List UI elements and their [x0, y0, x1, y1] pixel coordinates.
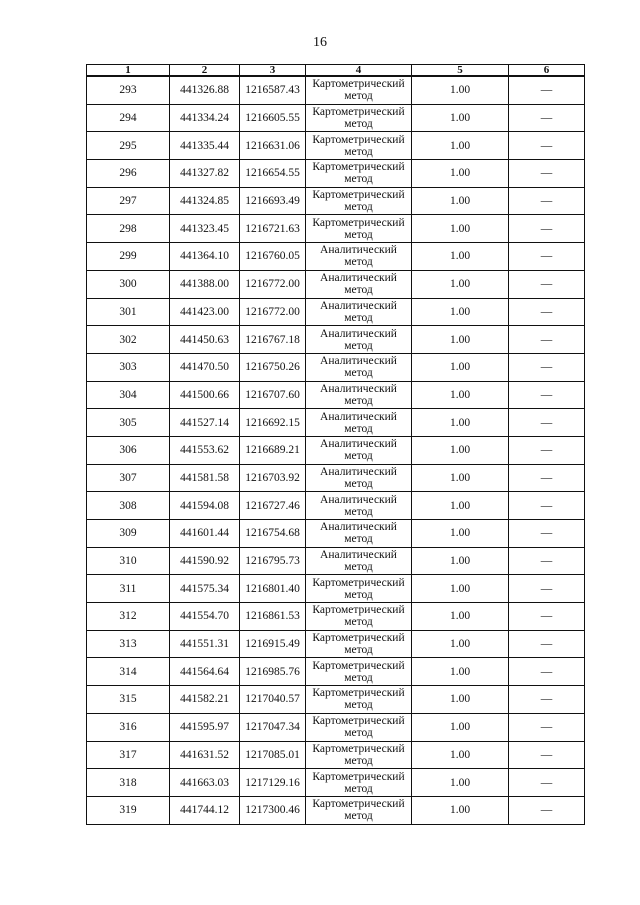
point-number-cell: 308 — [87, 492, 170, 520]
accuracy-cell: 1.00 — [412, 381, 509, 409]
table-row — [87, 769, 585, 797]
y-coordinate-cell: 1216727.46 — [240, 492, 306, 520]
y-coordinate-cell: 1216692.15 — [240, 409, 306, 437]
table-row — [87, 575, 585, 603]
note-cell: — — [509, 215, 585, 243]
point-number-cell: 313 — [87, 630, 170, 658]
method-cell: Аналитический метод — [306, 492, 412, 520]
table-row — [87, 104, 585, 132]
note-cell: — — [509, 160, 585, 188]
method-cell: Картометрический метод — [306, 132, 412, 160]
y-coordinate-cell: 1216587.43 — [240, 76, 306, 104]
accuracy-cell: 1.00 — [412, 547, 509, 575]
point-number-cell: 302 — [87, 326, 170, 354]
x-coordinate-cell: 441553.62 — [170, 436, 240, 464]
note-cell: — — [509, 381, 585, 409]
note-cell: — — [509, 326, 585, 354]
method-cell: Картометрический метод — [306, 76, 412, 104]
table-row — [87, 243, 585, 271]
x-coordinate-cell: 441324.85 — [170, 187, 240, 215]
x-coordinate-cell: 441582.21 — [170, 686, 240, 714]
table-row — [87, 686, 585, 714]
accuracy-cell: 1.00 — [412, 686, 509, 714]
method-cell: Картометрический метод — [306, 603, 412, 631]
note-cell: — — [509, 353, 585, 381]
table-row — [87, 492, 585, 520]
method-cell: Аналитический метод — [306, 381, 412, 409]
accuracy-cell: 1.00 — [412, 713, 509, 741]
point-number-cell: 310 — [87, 547, 170, 575]
x-coordinate-cell: 441564.64 — [170, 658, 240, 686]
note-cell: — — [509, 464, 585, 492]
y-coordinate-cell: 1217047.34 — [240, 713, 306, 741]
table-row — [87, 464, 585, 492]
x-coordinate-cell: 441595.97 — [170, 713, 240, 741]
method-cell: Картометрический метод — [306, 796, 412, 824]
note-cell: — — [509, 547, 585, 575]
point-number-cell: 311 — [87, 575, 170, 603]
y-coordinate-cell: 1216767.18 — [240, 326, 306, 354]
table-row — [87, 381, 585, 409]
x-coordinate-cell: 441663.03 — [170, 769, 240, 797]
accuracy-cell: 1.00 — [412, 243, 509, 271]
point-number-cell: 296 — [87, 160, 170, 188]
y-coordinate-cell: 1216772.00 — [240, 270, 306, 298]
x-coordinate-cell: 441327.82 — [170, 160, 240, 188]
x-coordinate-cell: 441551.31 — [170, 630, 240, 658]
method-cell: Аналитический метод — [306, 326, 412, 354]
page-number: 16 — [313, 35, 327, 50]
method-cell: Картометрический метод — [306, 686, 412, 714]
point-number-cell: 304 — [87, 381, 170, 409]
accuracy-cell: 1.00 — [412, 298, 509, 326]
y-coordinate-cell: 1216750.26 — [240, 353, 306, 381]
x-coordinate-cell: 441527.14 — [170, 409, 240, 437]
table-row — [87, 630, 585, 658]
table-row — [87, 658, 585, 686]
table-row — [87, 132, 585, 160]
table-row — [87, 160, 585, 188]
accuracy-cell: 1.00 — [412, 160, 509, 188]
method-cell: Аналитический метод — [306, 409, 412, 437]
point-number-cell: 298 — [87, 215, 170, 243]
point-number-cell: 301 — [87, 298, 170, 326]
point-number-cell: 299 — [87, 243, 170, 271]
accuracy-cell: 1.00 — [412, 215, 509, 243]
accuracy-cell: 1.00 — [412, 492, 509, 520]
y-coordinate-cell: 1216772.00 — [240, 298, 306, 326]
note-cell: — — [509, 796, 585, 824]
y-coordinate-cell: 1216861.53 — [240, 603, 306, 631]
accuracy-cell: 1.00 — [412, 326, 509, 354]
table-row — [87, 76, 585, 104]
table-row — [87, 436, 585, 464]
note-cell: — — [509, 243, 585, 271]
accuracy-cell: 1.00 — [412, 769, 509, 797]
method-cell: Аналитический метод — [306, 298, 412, 326]
note-cell: — — [509, 270, 585, 298]
x-coordinate-cell: 441334.24 — [170, 104, 240, 132]
point-number-cell: 319 — [87, 796, 170, 824]
point-number-cell: 297 — [87, 187, 170, 215]
point-number-cell: 314 — [87, 658, 170, 686]
point-number-cell: 307 — [87, 464, 170, 492]
method-cell: Картометрический метод — [306, 713, 412, 741]
note-cell: — — [509, 104, 585, 132]
accuracy-cell: 1.00 — [412, 409, 509, 437]
accuracy-cell: 1.00 — [412, 270, 509, 298]
note-cell: — — [509, 713, 585, 741]
accuracy-cell: 1.00 — [412, 76, 509, 104]
x-coordinate-cell: 441388.00 — [170, 270, 240, 298]
x-coordinate-cell: 441423.00 — [170, 298, 240, 326]
accuracy-cell: 1.00 — [412, 353, 509, 381]
method-cell: Картометрический метод — [306, 187, 412, 215]
x-coordinate-cell: 441744.12 — [170, 796, 240, 824]
y-coordinate-cell: 1217085.01 — [240, 741, 306, 769]
point-number-cell: 303 — [87, 353, 170, 381]
note-cell: — — [509, 76, 585, 104]
point-number-cell: 295 — [87, 132, 170, 160]
note-cell: — — [509, 741, 585, 769]
y-coordinate-cell: 1217129.16 — [240, 769, 306, 797]
y-coordinate-cell: 1217040.57 — [240, 686, 306, 714]
table-body — [87, 76, 585, 824]
method-cell: Картометрический метод — [306, 658, 412, 686]
y-coordinate-cell: 1216985.76 — [240, 658, 306, 686]
x-coordinate-cell: 441450.63 — [170, 326, 240, 354]
accuracy-cell: 1.00 — [412, 520, 509, 548]
x-coordinate-cell: 441631.52 — [170, 741, 240, 769]
note-cell: — — [509, 132, 585, 160]
note-cell: — — [509, 187, 585, 215]
method-cell: Аналитический метод — [306, 464, 412, 492]
y-coordinate-cell: 1216721.63 — [240, 215, 306, 243]
accuracy-cell: 1.00 — [412, 603, 509, 631]
point-number-cell: 306 — [87, 436, 170, 464]
y-coordinate-cell: 1216754.68 — [240, 520, 306, 548]
point-number-cell: 318 — [87, 769, 170, 797]
point-number-cell: 316 — [87, 713, 170, 741]
table-row — [87, 215, 585, 243]
y-coordinate-cell: 1216915.49 — [240, 630, 306, 658]
table-header-row — [87, 65, 585, 77]
column-header-1: 1 — [87, 65, 170, 77]
point-number-cell: 293 — [87, 76, 170, 104]
note-cell: — — [509, 409, 585, 437]
column-header-2: 2 — [170, 65, 240, 77]
column-header-5: 5 — [412, 65, 509, 77]
method-cell: Картометрический метод — [306, 741, 412, 769]
method-cell: Аналитический метод — [306, 436, 412, 464]
accuracy-cell: 1.00 — [412, 464, 509, 492]
x-coordinate-cell: 441575.34 — [170, 575, 240, 603]
column-header-6: 6 — [509, 65, 585, 77]
method-cell: Картометрический метод — [306, 160, 412, 188]
column-header-4: 4 — [306, 65, 412, 77]
point-number-cell: 300 — [87, 270, 170, 298]
column-header-3: 3 — [240, 65, 306, 77]
table-row — [87, 520, 585, 548]
table-row — [87, 353, 585, 381]
coordinates-table — [86, 64, 585, 825]
x-coordinate-cell: 441323.45 — [170, 215, 240, 243]
x-coordinate-cell: 441594.08 — [170, 492, 240, 520]
accuracy-cell: 1.00 — [412, 658, 509, 686]
point-number-cell: 309 — [87, 520, 170, 548]
method-cell: Картометрический метод — [306, 215, 412, 243]
x-coordinate-cell: 441470.50 — [170, 353, 240, 381]
table-row — [87, 187, 585, 215]
note-cell: — — [509, 575, 585, 603]
y-coordinate-cell: 1216689.21 — [240, 436, 306, 464]
table-row — [87, 409, 585, 437]
method-cell: Аналитический метод — [306, 547, 412, 575]
point-number-cell: 312 — [87, 603, 170, 631]
accuracy-cell: 1.00 — [412, 436, 509, 464]
x-coordinate-cell: 441581.58 — [170, 464, 240, 492]
method-cell: Аналитический метод — [306, 353, 412, 381]
table-row — [87, 547, 585, 575]
note-cell: — — [509, 603, 585, 631]
point-number-cell: 317 — [87, 741, 170, 769]
method-cell: Аналитический метод — [306, 520, 412, 548]
y-coordinate-cell: 1216760.05 — [240, 243, 306, 271]
table-row — [87, 298, 585, 326]
method-cell: Картометрический метод — [306, 630, 412, 658]
accuracy-cell: 1.00 — [412, 630, 509, 658]
note-cell: — — [509, 520, 585, 548]
x-coordinate-cell: 441500.66 — [170, 381, 240, 409]
y-coordinate-cell: 1216631.06 — [240, 132, 306, 160]
y-coordinate-cell: 1216605.55 — [240, 104, 306, 132]
note-cell: — — [509, 686, 585, 714]
method-cell: Аналитический метод — [306, 270, 412, 298]
x-coordinate-cell: 441601.44 — [170, 520, 240, 548]
point-number-cell: 315 — [87, 686, 170, 714]
y-coordinate-cell: 1216707.60 — [240, 381, 306, 409]
x-coordinate-cell: 441590.92 — [170, 547, 240, 575]
accuracy-cell: 1.00 — [412, 575, 509, 603]
note-cell: — — [509, 658, 585, 686]
x-coordinate-cell: 441326.88 — [170, 76, 240, 104]
method-cell: Аналитический метод — [306, 243, 412, 271]
method-cell: Картометрический метод — [306, 769, 412, 797]
point-number-cell: 294 — [87, 104, 170, 132]
table-row — [87, 270, 585, 298]
x-coordinate-cell: 441554.70 — [170, 603, 240, 631]
y-coordinate-cell: 1216795.73 — [240, 547, 306, 575]
x-coordinate-cell: 441335.44 — [170, 132, 240, 160]
table-row — [87, 713, 585, 741]
accuracy-cell: 1.00 — [412, 132, 509, 160]
note-cell: — — [509, 630, 585, 658]
point-number-cell: 305 — [87, 409, 170, 437]
note-cell: — — [509, 436, 585, 464]
y-coordinate-cell: 1216801.40 — [240, 575, 306, 603]
note-cell: — — [509, 492, 585, 520]
accuracy-cell: 1.00 — [412, 187, 509, 215]
accuracy-cell: 1.00 — [412, 796, 509, 824]
table-row — [87, 741, 585, 769]
x-coordinate-cell: 441364.10 — [170, 243, 240, 271]
y-coordinate-cell: 1216703.92 — [240, 464, 306, 492]
y-coordinate-cell: 1216693.49 — [240, 187, 306, 215]
y-coordinate-cell: 1217300.46 — [240, 796, 306, 824]
table-row — [87, 326, 585, 354]
method-cell: Картометрический метод — [306, 575, 412, 603]
y-coordinate-cell: 1216654.55 — [240, 160, 306, 188]
accuracy-cell: 1.00 — [412, 104, 509, 132]
method-cell: Картометрический метод — [306, 104, 412, 132]
table-row — [87, 603, 585, 631]
note-cell: — — [509, 298, 585, 326]
table-row — [87, 796, 585, 824]
accuracy-cell: 1.00 — [412, 741, 509, 769]
note-cell: — — [509, 769, 585, 797]
